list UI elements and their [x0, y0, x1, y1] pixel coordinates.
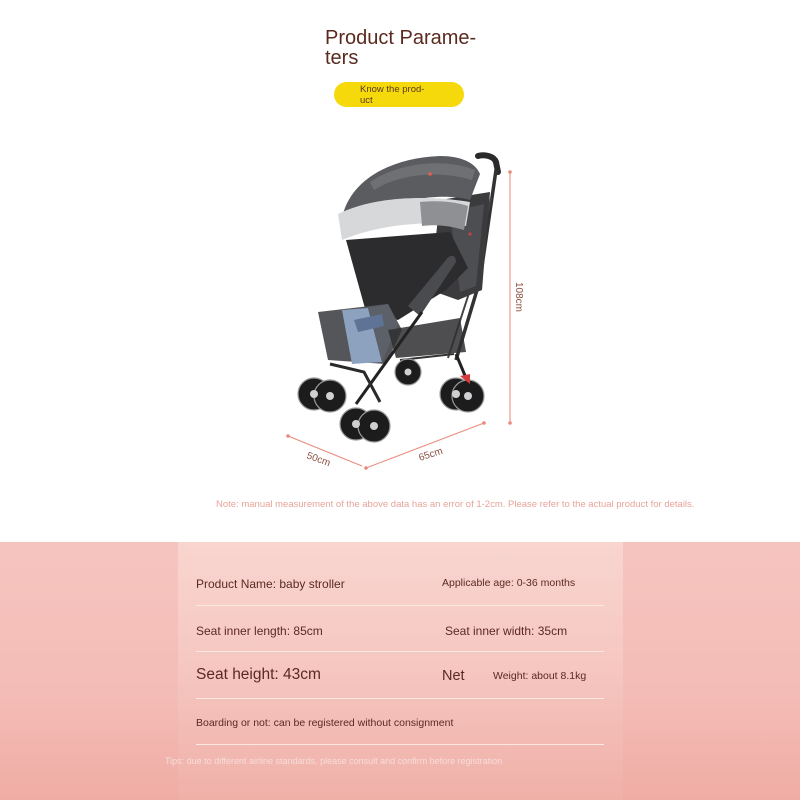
height-dimension-line	[508, 170, 512, 425]
divider	[196, 605, 604, 606]
spec-applicable-age: Applicable age: 0-36 months	[442, 577, 576, 589]
page-title-line-1: Product Parame-	[325, 27, 477, 49]
spec-weight: Weight: about 8.1kg	[493, 670, 587, 682]
width-dimension-label: 50cm	[304, 450, 332, 470]
badge-label	[360, 84, 440, 106]
height-dimension-label: 108cm	[513, 282, 524, 313]
airline-tips: Tips: due to different airline standards, please consult and confirm before registration	[165, 756, 503, 766]
badge-label-line-2: uct	[360, 95, 373, 106]
page-title-line-2: ters	[325, 47, 359, 69]
divider	[196, 651, 604, 652]
spec-seat-inner-length: Seat inner length: 85cm	[196, 624, 323, 638]
divider	[196, 744, 604, 745]
stroller-illustration	[270, 140, 540, 480]
page-title	[325, 28, 495, 68]
know-product-badge	[334, 82, 464, 107]
spec-boarding: Boarding or not: can be registered without consignment	[196, 717, 454, 729]
spec-seat-inner-width: Seat inner width: 35cm	[445, 624, 568, 638]
specs-section	[0, 542, 800, 800]
divider	[196, 698, 604, 699]
badge-label-line-1: Know the prod-	[360, 84, 425, 95]
spec-product-name: Product Name: baby stroller	[196, 577, 345, 591]
spec-seat-height: Seat height: 43cm	[196, 666, 321, 683]
length-dimension-label: 65cm	[417, 445, 445, 464]
spec-net-label: Net	[442, 668, 465, 684]
measurement-note: Note: manual measurement of the above data has an error of 1-2cm. Please refer to the actual product for details.	[216, 499, 695, 510]
